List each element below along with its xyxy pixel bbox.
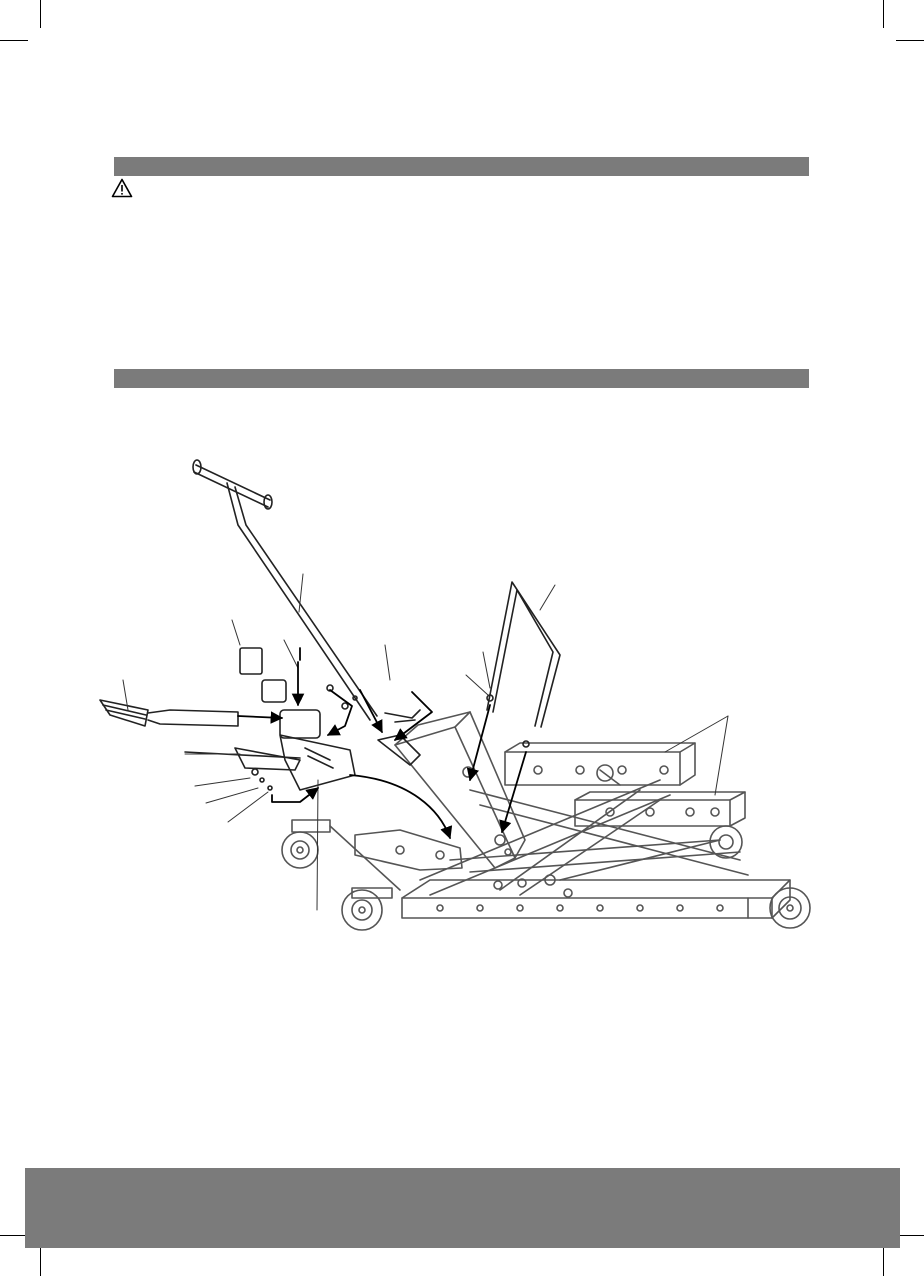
section-header-bar-1 <box>114 157 809 176</box>
footer-band <box>25 1168 900 1248</box>
assembly-illustration <box>90 450 830 940</box>
crop-mark-bottom-right-v <box>883 1248 884 1276</box>
foot-pedal <box>100 700 238 726</box>
section-header-bar-2 <box>114 369 809 388</box>
warning-triangle-icon <box>111 178 133 198</box>
lower-platform <box>575 765 745 826</box>
guard-bar <box>487 582 560 727</box>
crop-mark-top-right-h <box>896 40 924 41</box>
pump-assembly <box>185 648 529 790</box>
crop-mark-top-right-v <box>883 0 884 28</box>
front-wheel-group <box>710 826 810 928</box>
lift-base-frame <box>402 880 790 918</box>
rear-wheel-group <box>282 820 400 930</box>
crop-mark-top-left-v <box>40 0 41 28</box>
crop-mark-bottom-left-v <box>40 1248 41 1276</box>
crop-mark-top-left-h <box>0 40 28 41</box>
crop-mark-bottom-left-h <box>0 1235 28 1236</box>
crop-mark-bottom-right-h <box>896 1235 924 1236</box>
